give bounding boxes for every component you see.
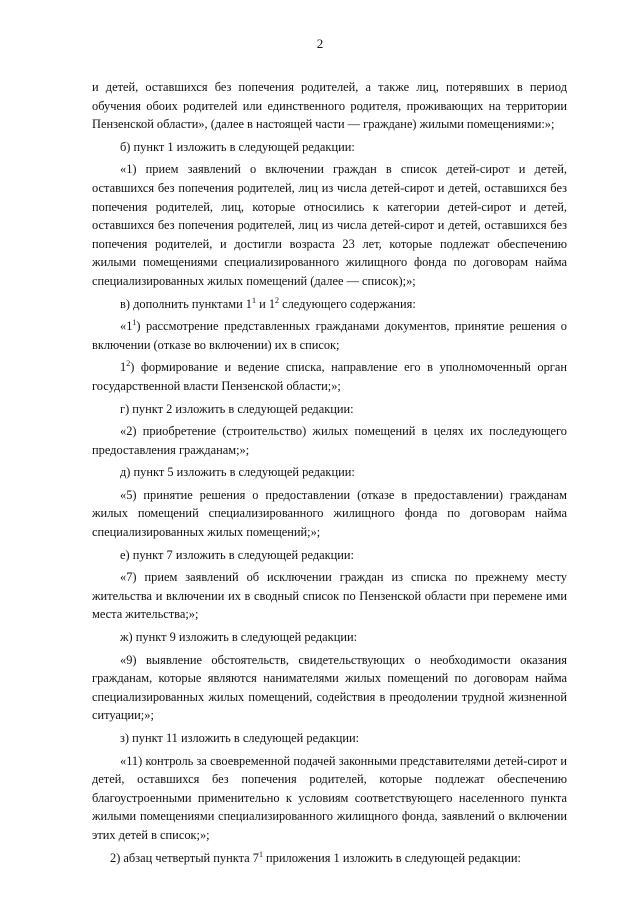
paragraph-point-5: «5) принятие решения о предоставлении (отказе в предоставлении) гражданам жилых помещений специализированного жилищного фонда по договорам найма специализированных жилых помещений;»; bbox=[92, 487, 567, 540]
paragraph-point-1: «1) прием заявлений о включении граждан в список детей-сирот и детей, оставшихся без попечения родителей, лиц из числа детей-сирот и детей, оставшихся без попечения родителей, лиц, которые относились к категории детей-сирот и детей, оставшихся без попечения родителей, лиц из числа детей-сирот и детей, оставшихся без попечения родителей, и достигли возраста 23 лет, которые подлежат обеспечению жилыми помещениями специализированного жилищного фонда по договорам найма специализированных жилых помещений (далее — список);»; bbox=[92, 162, 567, 288]
text-segment: ) формирование и ведение списка, направление его в уполномоченный орган государственной власти Пензенской области;»; bbox=[92, 360, 567, 393]
text-segment: 2) абзац четвертый пункта 7 bbox=[110, 850, 259, 865]
paragraph-section-2 bbox=[92, 849, 567, 868]
text-segment: 1 bbox=[120, 360, 127, 375]
paragraph-item-z: з) пункт 11 изложить в следующей редакции: bbox=[120, 731, 360, 745]
paragraph-point-1-1 bbox=[92, 317, 567, 354]
text-segment: приложения 1 изложить в следующей редакции: bbox=[262, 850, 521, 865]
superscript: 1 bbox=[132, 318, 137, 328]
text-segment: «1 bbox=[120, 319, 133, 334]
text-segment: в) дополнить пунктами 1 bbox=[120, 296, 252, 311]
paragraph-point-2: «2) приобретение (строительство) жилых помещений в целях их последующего предоставления гражданам;»; bbox=[92, 424, 567, 457]
paragraph-point-1-2 bbox=[92, 358, 567, 395]
paragraph-item-v bbox=[92, 295, 567, 314]
paragraph-item-g: г) пункт 2 изложить в следующей редакции: bbox=[120, 401, 354, 416]
paragraph-item-d: д) пункт 5 изложить в следующей редакции: bbox=[120, 465, 355, 480]
paragraph-point-7: «7) прием заявлений об исключении граждан из списка по прежнему месту жительства и включении их в сводный список по Пензенской области при перемене ими места жительства;»; bbox=[92, 570, 567, 622]
paragraph-continuation: и детей, оставшихся без попечения родителей, а также лиц, потерявших в период обучения обоих родителей или единственного родителя, проживающих на территории Пензенской области», (далее в настоящей части — граждане) жилыми помещениями:»; bbox=[92, 80, 567, 132]
paragraph-point-9: «9) выявление обстоятельств, свидетельствующих о необходимости оказания гражданам, которые являются нанимателями жилых помещений по договорам найма специализированных жилых помещений, содействия в преодолении трудной жизненной ситуации;»; bbox=[92, 652, 567, 723]
superscript: 2 bbox=[126, 359, 131, 369]
superscript: 2 bbox=[275, 295, 280, 305]
text-segment: и 1 bbox=[256, 296, 276, 311]
paragraph-item-b: б) пункт 1 изложить в следующей редакции: bbox=[120, 139, 355, 154]
text-segment: ) рассмотрение представленных гражданами документов, принятие решения о включении (отказе во включении) их в список; bbox=[92, 319, 567, 352]
paragraph-item-zh: ж) пункт 9 изложить в следующей редакции: bbox=[120, 630, 358, 645]
paragraph-item-e: е) пункт 7 изложить в следующей редакции: bbox=[120, 547, 354, 562]
paragraph-point-11: «11) контроль за своевременной подачей законными представителями детей-сирот и детей, оставшихся без попечения родителей, которые подлежат обеспечению благоустроенными применительно к условиям соответствующего населенного пункта жилыми помещениями специализированного жилищного фонда, заявлений о включении этих детей в список;»; bbox=[92, 753, 567, 842]
superscript: 1 bbox=[252, 295, 256, 305]
superscript: 1 bbox=[258, 849, 263, 859]
page-number: 2 bbox=[316, 36, 324, 51]
text-segment: следующего содержания: bbox=[279, 296, 416, 311]
document-body bbox=[92, 78, 567, 871]
